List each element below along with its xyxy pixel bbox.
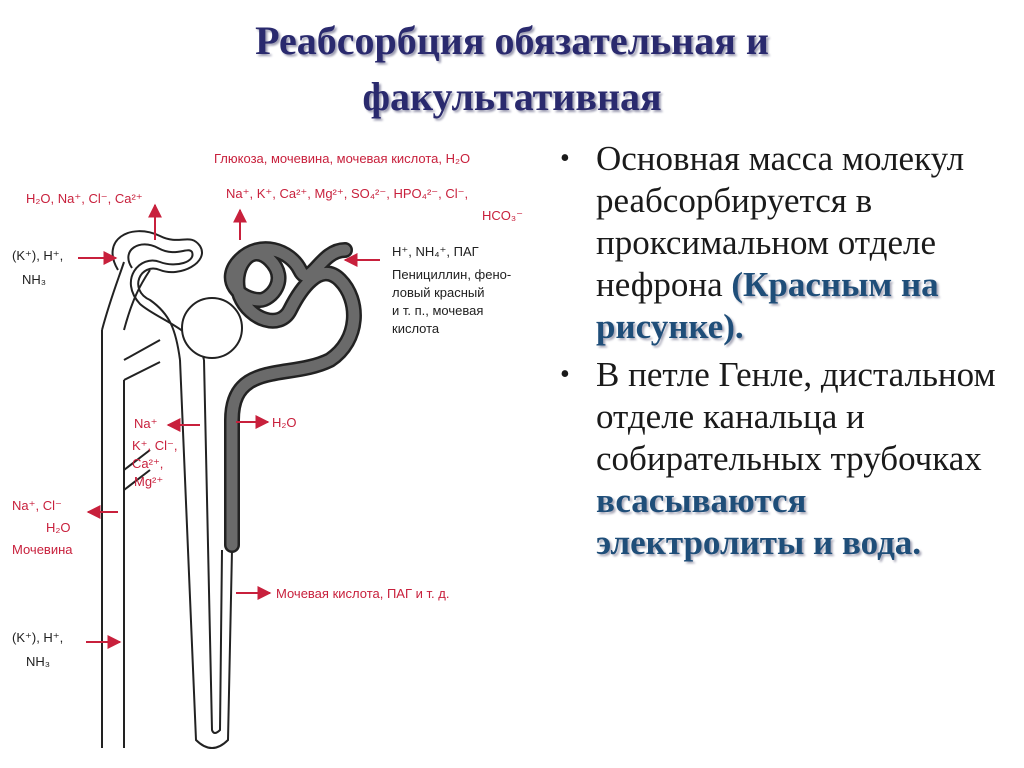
label-loop-ions-4: Mg²⁺ xyxy=(134,474,164,489)
label-loop-water: H₂O xyxy=(272,415,297,430)
glomerulus xyxy=(182,298,242,358)
label-loop-ions-2: K⁺, Cl⁻, xyxy=(132,438,178,453)
label-bottom: Мочевая кислота, ПАГ и т. д. xyxy=(276,586,450,601)
bullet-2-text: В петле Генле, дистальном отделе канальца и собирательных трубочках xyxy=(596,355,996,478)
label-top: Глюкоза, мочевина, мочевая кислота, H₂O xyxy=(214,151,471,166)
collecting-duct xyxy=(102,262,160,748)
bullet-2-highlight: всасываются электролиты и вода. xyxy=(596,481,922,562)
label-right-secretion-3: ловый красный xyxy=(392,285,485,300)
label-left-secretion-2a: (K⁺), H⁺, xyxy=(12,630,64,645)
label-distal-1: Na⁺, Cl⁻ xyxy=(12,498,62,513)
label-right-secretion-4: и т. п., мочевая xyxy=(392,303,484,318)
bullet-item-1 xyxy=(556,138,1016,348)
bullet-dot-icon: • xyxy=(560,359,570,390)
label-prox-ions-2: Na⁺, K⁺, Ca²⁺, Mg²⁺, SO₄²⁻, HPO₄²⁻, Cl⁻, xyxy=(226,186,469,201)
label-distal-2: H₂O xyxy=(46,520,71,535)
label-loop-ions-1: Na⁺ xyxy=(134,416,158,431)
label-prox-ions-1: H₂O, Na⁺, Cl⁻, Ca²⁺ xyxy=(26,191,143,206)
label-right-secretion-1: H⁺, NH₄⁺, ПАГ xyxy=(392,244,479,259)
bullet-item-2 xyxy=(556,354,1016,564)
bullet-1-text: Основная масса молекул реабсорбируется в проксимальном отделе нефрона xyxy=(596,139,965,304)
title-line-2: факультативная xyxy=(362,74,662,119)
label-left-secretion-1b: NH₃ xyxy=(22,272,47,287)
label-distal-3: Мочевина xyxy=(12,542,73,557)
bullet-list xyxy=(556,138,1016,570)
nephron-diagram xyxy=(0,140,556,768)
label-right-secretion-5: кислота xyxy=(392,321,440,336)
title-line-1: Реабсорбция обязательная и xyxy=(255,18,769,63)
bullet-dot-icon: • xyxy=(560,143,570,174)
bullet-1-highlight: (Красным на рисунке). xyxy=(596,265,939,346)
label-loop-ions-3: Ca²⁺, xyxy=(132,456,164,471)
distal-tubule xyxy=(232,249,354,545)
label-prox-ions-3: HCO₃⁻ xyxy=(482,208,524,223)
label-left-secretion-2b: NH₃ xyxy=(26,654,51,669)
label-right-secretion-2: Пенициллин, фено- xyxy=(392,267,512,282)
label-left-secretion-1a: (K⁺), H⁺, xyxy=(12,248,64,263)
